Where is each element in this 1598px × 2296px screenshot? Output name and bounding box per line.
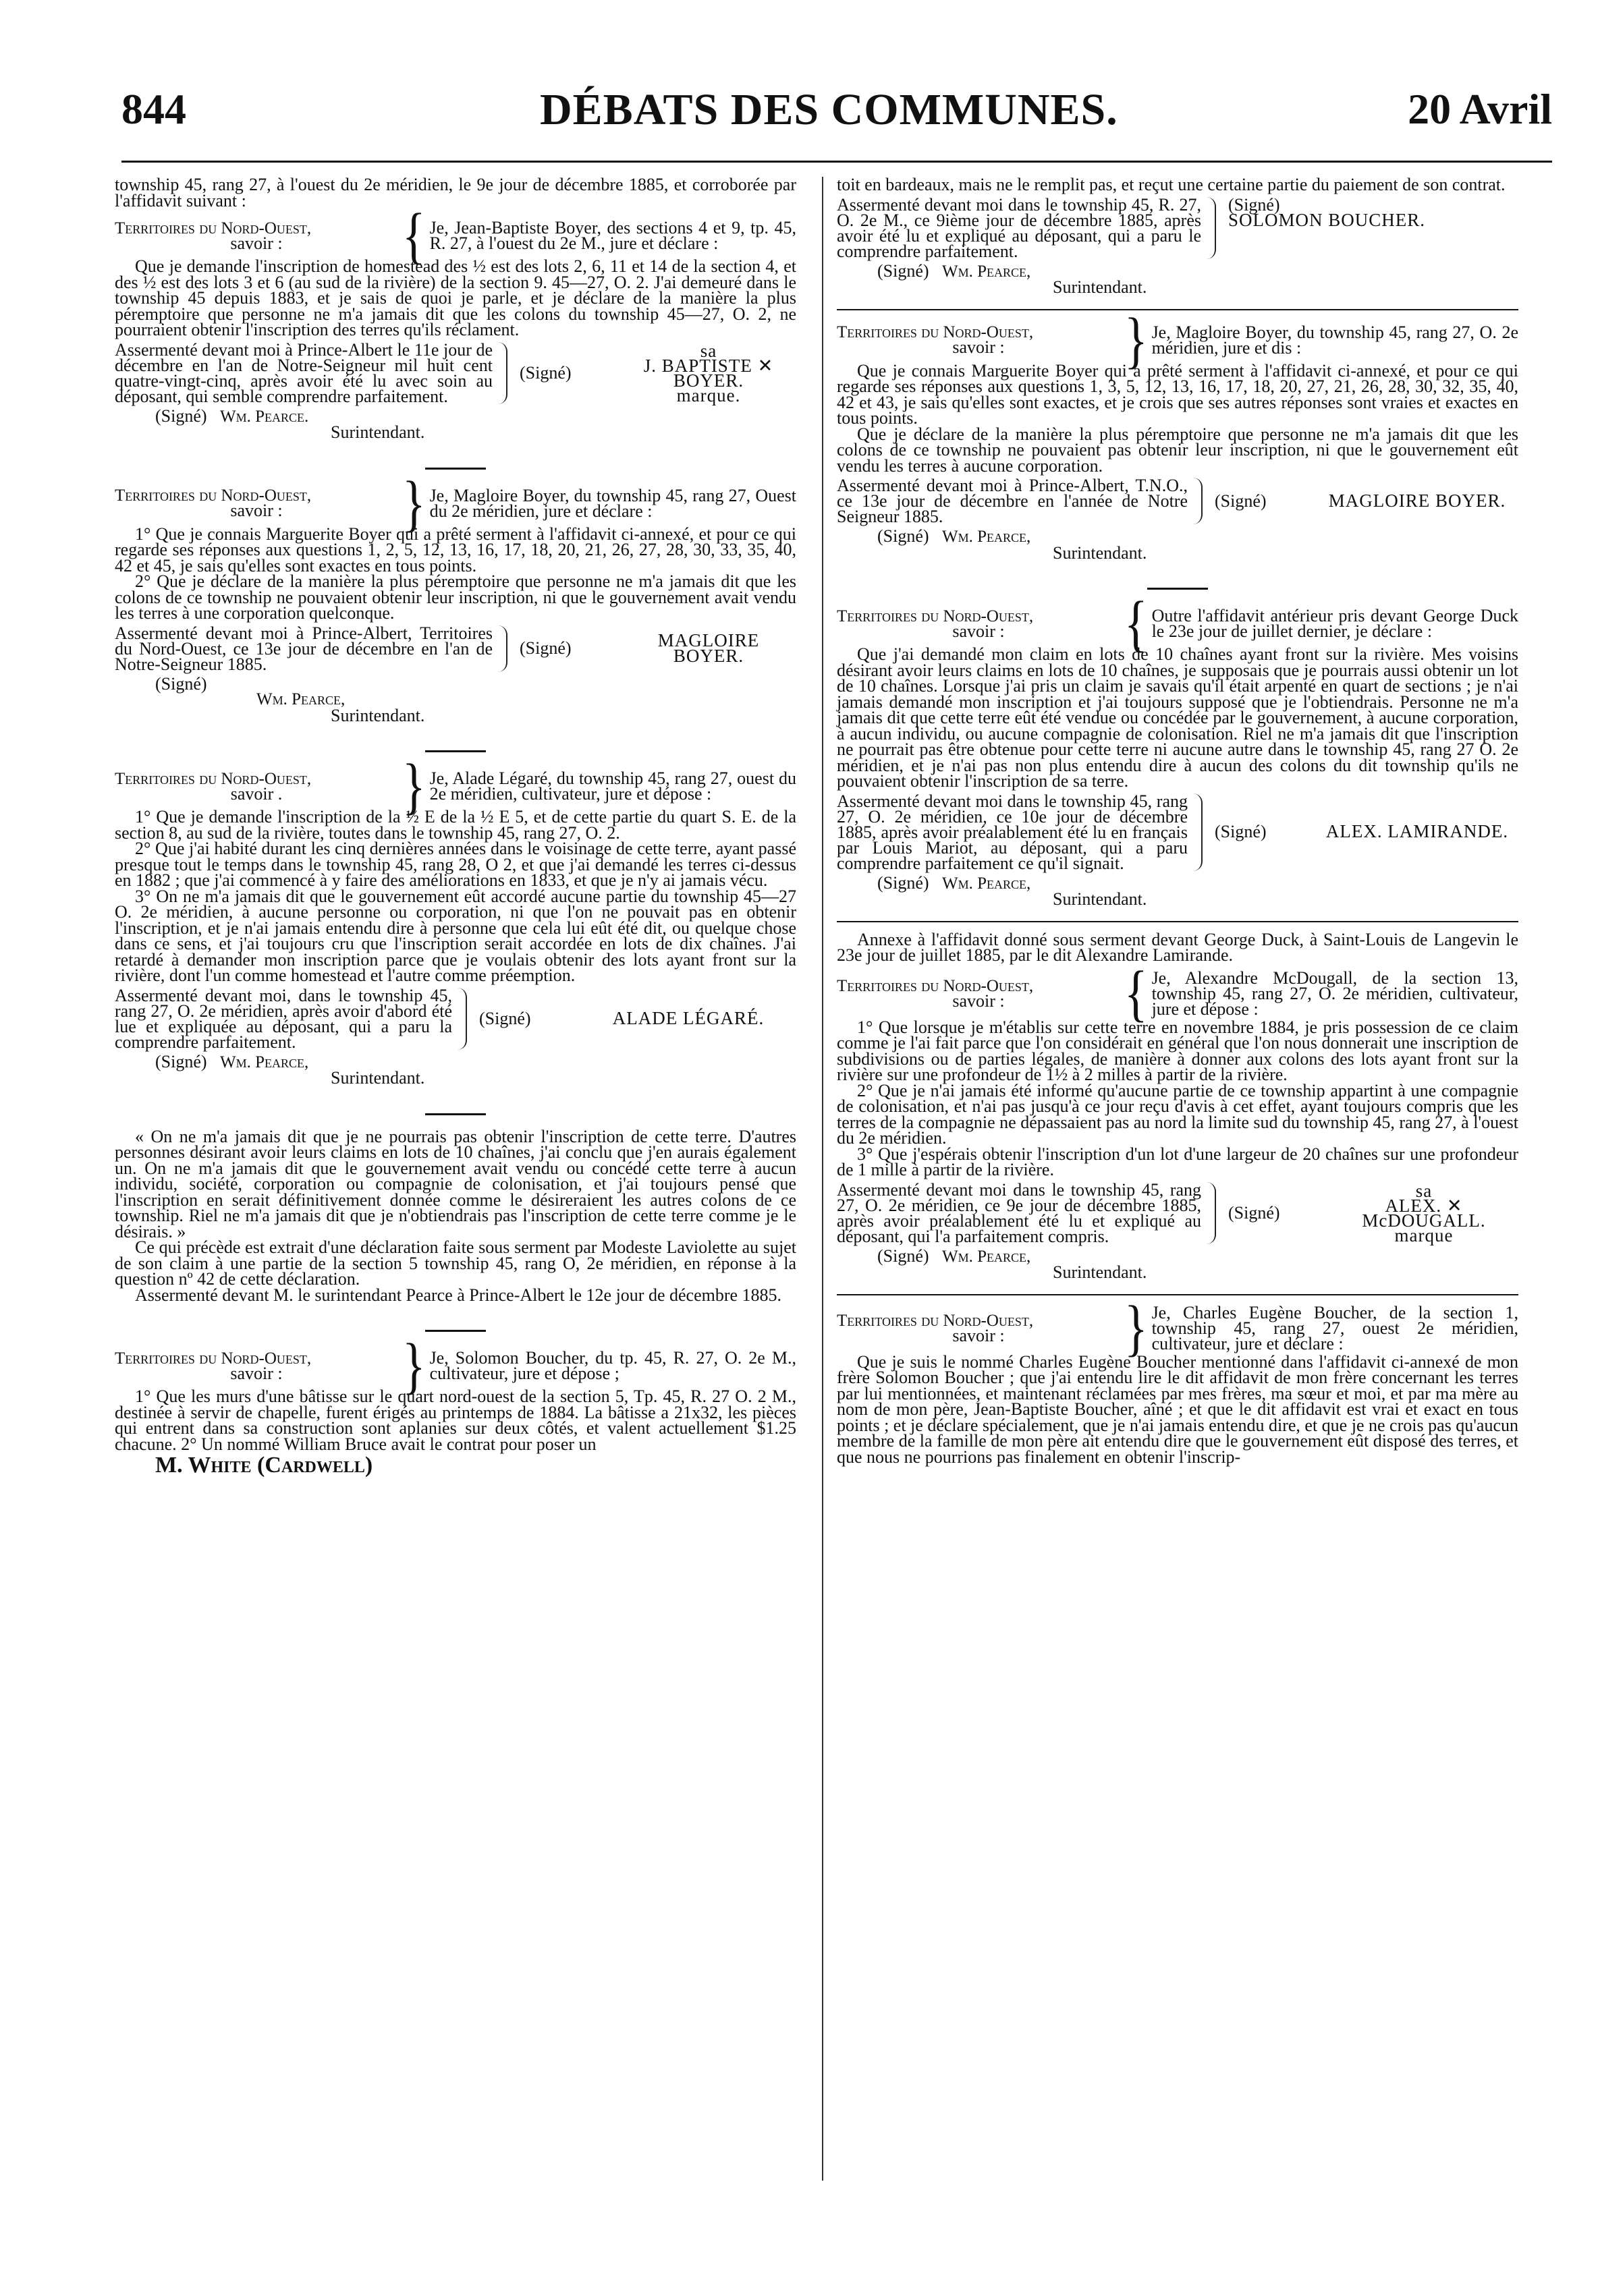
paragraph: 3° Que j'espérais obtenir l'inscription d'un lot d'une largeur de 20 chaînes sur une profondeur de 1 mille à partir de la rivière. xyxy=(837,1144,1518,1179)
signatory-name: MAGLOIRE BOYER. xyxy=(657,629,760,666)
left-column: township 45, rang 27, à l'ouest du 2e méridien, le 9e jour de décembre 1885, et corroborée par l'affidavit suivant : Territoires du Nord-Ouest, savoir : { Je, Jean-Baptiste Boyer, des sections 4 et 9, tp. 45, R. 27, à l'ouest du 2e M., jure et déclare : Que je demande l'inscription de homestead des ½ est des lots 2, 6, 11 et 14 de la section 4, et des ½ est des lots 3 et 6 (au sud de la rivière) de la section 9. 45—27, O. 2. J'ai demeuré dans le township 45 depuis 1883, et je sais de quoi je parle, et je déclare de la manière la plus péremptoire que personne ne m'a jamais dit que les colons du township 45—27, O. 2, ne pourraient obtenir l'inscription des terres qu'ils réclament. Assermenté devant moi à Prince-Albert le 11e jour de décembre en l'an de Notre-Seigneur mil huit cent quatre-vingt-cinq, après avoir été lu avec soin au déposant, qui semble comprendre parfaitement. (Signé) sa J. BAPTISTE ✕ BOYER. marque. (Signé) Wm. Pearce. Surintendant. Territoires du Nord-Ouest, savoir : } Je, Magloire Boyer, du township 45, rang 27, Ouest du 2e méridien, jure et déclare : 1° Que je connais Marguerite Boyer qui a prêté serment à l'affidavit ci-annexé, et pour ce qui regarde ses réponses aux questions 1, 2, 5, 12, 13, 16, 17, 18, 20, 21, 26, 27, 28, 30, 33, 35, 40, 42 et 45, je sais qu'elles sont exactes en tous points. 2° Que je déclare de la manière la plus péremptoire que personne ne m'a jamais dit que les colons de ce township ne pouvaient obtenir leur inscription, ni que le gouvernement avait vendu les terres à une corporation quelconque. Assermenté devant moi à Prince-Albert, Territoires du Nord-Ouest, ce 13e jour de décembre en l'an de Notre-Seigneur 1885. (Signé) MAGLOIRE BOYER. (Signé) Wm. Pearce, Surintendant. Territoires du Nord-Ouest, savoir . } Je, Alade Légaré, du township 45, rang 27, ouest du 2e méridien, cultivateur, jure et dépose : 1° Que je demande l'inscription de la ½ E de la ½ E 5, et de cette partie du quart S. E. de la section 8, au sud de la rivière, toutes dans le township 45, rang 27, O. 2. 2° Que j'ai habité durant les cinq dernières années dans le voisinage de cette terre, ayant passé presque tout le temps dans le township 45, rang 28, O 2, et que j'ai demandé les terres ci-dessus en 1882 ; que j'ai commencé à y faire des améliorations en 1833, et que je n'y ai jamais vécu. 3° On ne m'a jamais dit que le gouvernement eût accordé aucune partie du township 45—27 O. 2e méridien, à aucune personne ou corporation, ni que l'on ne pouvait pas en obtenir l'inscription, et je n'ai jamais entendu dire à personne que cela lui eût été dit, ou quelque chose dans ce sens, et j'ai toujours cru que l'inscription serait accordée en lots de dix chaînes. J'ai retardé à demander mon inscription parce que je voulais obtenir des lots ayant front sur la rivière, dont l'un comme homestead et l'autre comme préemption. Assermenté devant moi, dans le township 45, rang 27, O. 2e méridien, après avoir d'abord été lue et expliquée au déposant, qui a paru la comprendre parfaitement. (Signé) ALADE LÉGARÉ. (Signé) Wm. Pearce, Surintendant. « On ne m'a jamais dit que je ne pourrais pas obtenir l'inscription de cette terre. D'autres personnes désirant avoir leurs claims en lots de 10 chaînes, j'ai conclu que j'en aurais également un. On ne m'a jamais dit que le gouvernement avait vendu ou concédé cette terre à aucun individu, société, corporation ou compagnie de colonisation, et j'ai toujours pensé que l'inscription en serait définitivement donnée comme le désireraient les autres colons de ce township. Riel ne m'a jamais dit que je n'obtiendrais pas l'inscription de cette terre comme je le désirais. » Ce qui précède est extrait d'une déclaration faite sous serment par Modeste Laviolette au sujet de son claim à une partie de la section 5 township 45, rang O, 2e méridien, en réponse à la question nº 42 de cette déclaration. Assermenté devant M. le surintendant Pearce à Prince-Albert le 12e jour de décembre 1885. Territoires du Nord-Ouest, savoir : } Je, Solomon Boucher, du tp. 45, R. 27, O. 2e M., cultivateur, jure et dépose ; 1° Que les murs d'une bâtisse sur le quart nord-ouest de la section 5, Tp. 45, R. 27 O. 2 M., destinée à servir de chapelle, furent érigés au printemps de 1884. La bâtisse a 21x32, les pièces qui entrent dans sa construction sont aplanies sur deux côtés, et valent actuellement $1.25 chacune. 2° Un nommé William Bruce avait le contrat pour poser un M. White (Cardwell) xyxy=(115,175,796,1478)
commissioner-name: Wm. Pearce, xyxy=(256,690,346,708)
right-column: toit en bardeaux, mais ne le remplit pas, et reçut une certaine partie du paiement de son contrat. Assermenté devant moi dans le township 45, R. 27, O. 2e M., ce 9ième jour de décembre 1885, après avoir été lu et expliqué au déposant, qui a paru le comprendre parfaitement. (Signé) SOLOMON BOUCHER. (Signé) Wm. Pearce, Surintendant. Territoires du Nord-Ouest, savoir : } Je, Magloire Boyer, du township 45, rang 27, O. 2e méridien, jure et dis : Que je connais Marguerite Boyer qui a prêté serment à l'affidavit ci-annexé, et pour ce qui regarde ses réponses aux questions 1, 3, 5, 12, 13, 16, 17, 18, 20, 27, 21, 26, 28, 30, 32, 35, 40, 42 et 43, je sais qu'elles sont exactes, et je crois que ses autres réponses sont vraies et exactes en tous points. Que je déclare de la manière la plus péremptoire que personne ne m'a jamais dit que les colons de ce township ne pouvaient pas obtenir leur inscription, ni que le gouvernement eût vendu les terres à aucune corporation. Assermenté devant moi à Prince-Albert, T.N.O., ce 13e jour de décembre en l'année de Notre Seigneur 1885. (Signé) MAGLOIRE BOYER. (Signé) Wm. Pearce, Surintendant. Territoires du Nord-Ouest, savoir : { Outre l'affidavit antérieur pris devant George Duck le 23e jour de juillet dernier, je déclare : Que j'ai demandé mon claim en lots de 10 chaînes ayant front sur la rivière. Mes voisins désirant avoir leurs claims en lots de 10 chaînes, je supposais que je pourrais aussi obtenir un lot de 10 chaînes. Lorsque j'ai pris un claim je savais qu'il était arpenté en quart de sections ; je n'ai jamais demandé mon inscription et j'ai toujours supposé que je l'obtiendrais. Personne ne m'a jamais dit que cette terre eût été vendue ou concédée par le gouvernement, à aucune corporation, à aucun individu, ou aucune compagnie de colonisation. Riel ne m'a jamais dit que l'inscription ne pourrait pas être obtenue pour cette terre ni aucune autre dans le township 45, rang 27 O. 2e méridien, et je n'ai pas non plus entendu dire à aucun des colons du dit township qu'ils ne pouvaient obtenir l'inscription de sa terre. Assermenté devant moi dans le township 45, rang 27, O. 2e méridien, ce 10e jour de décembre 1885, après avoir préalablement été lu en français par Louis Mariot, au déposant, qui a paru comprendre parfaitement ce qu'il signait. (Signé) ALEX. LAMIRANDE. (Signé) Wm. Pearce, Surintendant. Annexe à l'affidavit donné sous serment devant George Duck, à Saint-Louis de Langevin le 23e jour de juillet 1885, par le dit Alexandre Lamirande. Territoires du Nord-Ouest, savoir : { Je, Alexandre McDougall, de la section 13, township 45, rang 27, O. 2e méridien, cultivateur, jure et dépose : 1° Que lorsque je m'établis sur cette terre en novembre 1884, je pris possession de ce claim comme je l'ai fait parce que l'on considérait en général que l'on nous donnerait une inscription de subdivisions ou de parties légales, de manière à donner aux colons des lots ayant front sur la rivière sur une profondeur de 1½ à 2 milles à partir de la rivière. 2° Que je n'ai jamais été informé qu'aucune partie de ce township appartint à une compagnie de colonisation, et n'ai pas jusqu'à ce jour reçu d'avis à cet effet, ayant toujours compris que les terres de la compagnie ne dépassaient pas au nord la limite sud du township 45, rang 27, à l'ouest du 2e méridien. 3° Que j'espérais obtenir l'inscription d'un lot d'une largeur de 20 chaînes sur une profondeur de 1 mille à partir de la rivière. Assermenté devant moi dans le township 45, rang 27, O. 2e méridien, ce 9e jour de décembre 1885, après avoir préalablement été lu et expliqué au déposant, qui l'a parfaitement compris. (Signé) sa ALEX. ✕ McDOUGALL. marque (Signé) Wm. Pearce, Surintendant. Territoires du Nord-Ouest, savoir : } Je, Charles Eugène Boucher, de la section 1, township 45, rang 27, ouest 2e méridien, cultivateur, jure et déclare : Que je suis le nommé Charles Eugène Boucher mentionné dans l'affidavit ci-annexé de mon frère Solomon Boucher ; que j'ai entendu lire le dit affidavit de mon frère concernant les terres par lui mentionnées, et maintenant réclamées par mes frères, ma sœur et moi, et par ma mère au nom de mon père, Jean-Baptiste Boucher, aîné ; et que le dit affidavit est vrai et exact en tous points ; et je déclare spécialement, que je n'ai jamais entendu dire, et que je ne crois pas qu'aucun membre de la famille de mon père ait entendu dire que le gouvernement eût disposé des terres, et que nous ne pourrions pas finalement en obtenir l'inscrip- xyxy=(837,175,1518,1467)
signature-block: Assermenté devant moi à Prince-Albert, T.N.O., ce 13e jour de décembre en l'année de Notre Seigneur 1885. (Signé) MAGLOIRE BOYER. xyxy=(837,478,1518,524)
signatory-name: sa J. BAPTISTE ✕ BOYER. marque. xyxy=(643,340,774,405)
paragraph: 1° Que lorsque je m'établis sur cette terre en novembre 1884, je pris possession de ce claim comme je l'ai fait parce que l'on considérait en général que l'on nous donnerait une inscription de subdivisions ou de parties légales, de manière à donner aux colons des lots ayant front sur la rivière sur une profondeur de 1½ à 2 milles à partir de la rivière. xyxy=(837,1017,1518,1084)
page-title: DÉBATS DES COMMUNES. xyxy=(540,85,1118,134)
signatory-name: sa ALEX. ✕ McDOUGALL. marque xyxy=(1362,1180,1486,1245)
paragraph: Que je suis le nommé Charles Eugène Boucher mentionné dans l'affidavit ci-annexé de mon frère Solomon Boucher ; que j'ai entendu lire le dit affidavit de mon frère concernant les terres par lui mentionnées, et maintenant réclamées par mes frères, ma sœur et moi, et par ma mère au nom de mon père, Jean-Baptiste Boucher, aîné ; et que le dit affidavit est vrai et exact en tous points ; et je déclare spécialement, que je n'ai jamais entendu dire, et que je ne crois pas qu'aucun membre de la famille de mon père ait entendu dire que le gouvernement eût disposé des terres, et que nous ne pourrions pas finalement en obtenir l'inscrip- xyxy=(837,1351,1518,1467)
running-head xyxy=(121,84,1552,145)
paragraph: township 45, rang 27, à l'ouest du 2e méridien, le 9e jour de décembre 1885, et corroborée par l'affidavit suivant : xyxy=(115,175,796,211)
commissioner-name: Wm. Pearce, xyxy=(942,1247,1031,1266)
jurisdiction-block: Territoires du Nord-Ouest, savoir : } Je, Magloire Boyer, du township 45, rang 27, Ouest du 2e méridien, jure et déclare : xyxy=(115,468,796,538)
deponent-statement: Je, Alade Légaré, du township 45, rang 27, ouest du 2e méridien, cultivateur, jure et dépose : xyxy=(429,768,796,804)
paragraph: Que je déclare de la manière la plus péremptoire que personne ne m'a jamais dit que les colons de ce township ne pouvaient pas obtenir leur inscription, ni que le gouvernement eût vendu les terres à aucune corporation. xyxy=(837,424,1518,476)
header-rule xyxy=(121,161,1552,163)
jurisdiction-block xyxy=(115,200,796,271)
signature-block: Assermenté devant moi dans le township 45, rang 27, O. 2e méridien, ce 10e jour de décembre 1885, après avoir préalablement été lu en français par Louis Mariot, au déposant, qui a paru comprendre parfaitement ce qu'il signait. (Signé) ALEX. LAMIRANDE. xyxy=(837,793,1518,871)
paragraph: Ce qui précède est extrait d'une déclaration faite sous serment par Modeste Laviolette au sujet de son claim à une partie de la section 5 township 45, rang O, 2e méridien, en réponse à la question nº 42 de cette déclaration. xyxy=(115,1237,796,1289)
signature-block: Assermenté devant moi à Prince-Albert le 11e jour de décembre en l'an de Notre-Seigneur mil huit cent quatre-vingt-cinq, après avoir été lu avec soin au déposant, qui semble comprendre parfaitement. (Signé) sa J. BAPTISTE ✕ BOYER. marque. xyxy=(115,342,796,404)
section-rule xyxy=(425,1330,486,1332)
paragraph: 2° Que je n'ai jamais été informé qu'aucune partie de ce township appartint à une compagnie de colonisation, et n'ai pas jusqu'à ce jour reçu d'avis à cet effet, ayant toujours compris que les terres de la compagnie ne dépassaient pas au nord la limite sud du township 45, rang 27, à l'ouest du 2e méridien. xyxy=(837,1080,1518,1148)
deponent-statement: Je, Magloire Boyer, du township 45, rang 27, Ouest du 2e méridien, jure et déclare : xyxy=(429,485,796,521)
section-rule xyxy=(425,468,486,470)
signatory-name: MAGLOIRE BOYER. xyxy=(1328,490,1506,511)
column-divider xyxy=(822,177,823,2181)
commissioner-name: Wm. Pearce, xyxy=(942,528,1031,546)
commissioner-name: Wm. Pearce, xyxy=(942,262,1031,281)
signatory-name: ALADE LÉGARÉ. xyxy=(612,1007,765,1028)
paragraph: 2° Que j'ai habité durant les cinq dernières années dans le voisinage de cette terre, ayant passé presque tout le temps dans le township 45, rang 28, O 2, et que j'ai demandé les terres ci-dessus en 1882 ; que j'ai commencé à y faire des améliorations en 1833, et que je n'y ai jamais vécu. xyxy=(115,839,796,890)
jurisdiction-block: Territoires du Nord-Ouest, savoir . } Je, Alade Légaré, du township 45, rang 27, ouest du 2e méridien, cultivateur, jure et dépose : xyxy=(115,751,796,821)
section-rule xyxy=(1147,588,1208,590)
commissioner-name: Wm. Pearce. xyxy=(220,407,309,426)
deponent-statement: Je, Alexandre McDougall, de la section 13, township 45, rang 27, O. 2e méridien, cultivateur, jure et dépose : xyxy=(1151,968,1518,1019)
brace: { xyxy=(402,200,426,271)
deponent-statement: Je, Solomon Boucher, du tp. 45, R. 27, O. 2e M., cultivateur, jure et dépose ; xyxy=(429,1348,796,1383)
jurisdiction-block: Territoires du Nord-Ouest, savoir : { Outre l'affidavit antérieur pris devant George Duck le 23e jour de juillet dernier, je déclare : xyxy=(837,588,1518,659)
jurisdiction-block: Territoires du Nord-Ouest, savoir : } Je, Solomon Boucher, du tp. 45, R. 27, O. 2e M., cultivateur, jure et dépose ; xyxy=(115,1331,796,1401)
paragraph: Annexe à l'affidavit donné sous serment devant George Duck, à Saint-Louis de Langevin le 23e jour de juillet 1885, par le dit Alexandre Lamirande. xyxy=(837,929,1518,965)
quoted-paragraph: « On ne m'a jamais dit que je ne pourrais pas obtenir l'inscription de cette terre. D'autres personnes désirant avoir leurs claims en lots de 10 chaînes, j'ai conclu que j'en aurais également un. On ne m'a jamais dit que le gouvernement avait vendu ou concédé cette terre à aucun individu, société, corporation ou compagnie de colonisation, et j'ai toujours pensé que l'inscription en serait définitivement donnée comme le désireraient les autres colons de ce township. Riel ne m'a jamais dit que je n'obtiendrais pas l'inscription de cette terre comme je le désirais. » xyxy=(115,1126,796,1241)
page-date: 20 Avril xyxy=(1408,85,1552,133)
speaker-footer: M. White (Cardwell) xyxy=(155,1453,373,1478)
paragraph: Que je demande l'inscription de homestead des ½ est des lots 2, 6, 11 et 14 de la section 4, et des ½ est des lots 3 et 6 (au sud de la rivière) de la section 9. 45—27, O. 2. J'ai demeuré dans le township 45 depuis 1883, et je sais de quoi je parle, et je déclare de la manière la plus péremptoire que personne ne m'a jamais dit que les colons du township 45—27, O. 2, ne pourraient obtenir l'inscription des terres qu'ils réclament. xyxy=(115,256,796,339)
deponent-statement: Je, Charles Eugène Boucher, de la section 1, township 45, rang 27, ouest 2e méridien, cultivateur, jure et déclare : xyxy=(1151,1302,1518,1353)
section-rule xyxy=(425,1113,486,1115)
deponent-statement: Outre l'affidavit antérieur pris devant George Duck le 23e jour de juillet dernier, je déclare : xyxy=(1151,606,1518,641)
signature-block: Assermenté devant moi à Prince-Albert, Territoires du Nord-Ouest, ce 13e jour de décembre en l'an de Notre-Seigneur 1885. (Signé) MAGLOIRE BOYER. xyxy=(115,625,796,672)
section-rule xyxy=(425,750,486,752)
page-number: 844 xyxy=(121,85,186,133)
oath-text: Assermenté devant moi à Prince-Albert le 11e jour de décembre en l'an de Notre-Seigneur mil huit cent quatre-vingt-cinq, après avoir été lu avec soin au déposant, qui semble comprendre parfaitement. xyxy=(115,339,493,406)
jurisdiction-block: Territoires du Nord-Ouest, savoir : } Je, Magloire Boyer, du township 45, rang 27, O. 2e méridien, jure et dis : xyxy=(837,304,1518,375)
paragraph: 1° Que les murs d'une bâtisse sur le quart nord-ouest de la section 5, Tp. 45, R. 27 O. 2 M., destinée à servir de chapelle, furent érigés au printemps de 1884. La bâtisse a 21x32, les pièces qui entrent dans sa construction sont aplanies sur deux côtés, et valent actuellement $1.25 chacune. 2° Un nommé William Bruce avait le contrat pour poser un xyxy=(115,1387,796,1454)
paragraph: Que j'ai demandé mon claim en lots de 10 chaînes ayant front sur la rivière. Mes voisins désirant avoir leurs claims en lots de 10 chaînes, je supposais que je pourrais aussi obtenir un lot de 10 chaînes. Lorsque j'ai pris un claim je savais qu'il était arpenté en quart de sections ; je n'ai jamais demandé mon inscription et j'ai toujours supposé que je l'obtiendrais. Personne ne m'a jamais dit que cette terre eût été vendue ou concédée par le gouvernement, à aucune corporation, à aucun individu, ou aucune compagnie de colonisation. Riel ne m'a jamais dit que l'inscription ne pourrait pas être obtenue pour cette terre ni aucune autre dans le township 45, rang 27 O. 2e méridien, et je n'ai pas non plus entendu dire à aucun des colons du dit township qu'ils ne pouvaient obtenir l'inscription de sa terre. xyxy=(837,644,1518,791)
commissioner-name: Wm. Pearce, xyxy=(220,1053,309,1071)
paragraph: 2° Que je déclare de la manière la plus péremptoire que personne ne m'a jamais dit que les colons de ce township ne pouvaient obtenir leur inscription, ni que le gouvernement avait vendu les terres à une corporation quelconque. xyxy=(115,571,796,623)
section-rule xyxy=(837,1294,1518,1295)
jurisdiction-block: Territoires du Nord-Ouest, savoir : } Je, Charles Eugène Boucher, de la section 1, township 45, rang 27, ouest 2e méridien, cultivateur, jure et déclare : xyxy=(837,1293,1518,1363)
paragraph: 3° On ne m'a jamais dit que le gouvernement eût accordé aucune partie du township 45—27 O. 2e méridien, à aucune personne ou corporation, ni que l'on ne pouvait pas en obtenir l'inscription, et je n'ai jamais entendu dire à personne que cela lui eût été dit, ou quelque chose dans ce sens, et j'ai toujours cru que l'inscription serait accordée en lots de dix chaînes. J'ai retardé à demander mon inscription parce que je voulais obtenir des lots ayant front sur la rivière, dont l'un comme homestead et l'autre comme préemption. xyxy=(115,886,796,985)
brace xyxy=(493,342,507,404)
paragraph: 1° Que je connais Marguerite Boyer qui a prêté serment à l'affidavit ci-annexé, et pour ce qui regarde ses réponses aux questions 1, 2, 5, 12, 13, 16, 17, 18, 20, 21, 26, 27, 28, 30, 33, 35, 40, 42 et 45, je sais qu'elles sont exactes en tous points. xyxy=(115,524,796,576)
paragraph: Assermenté devant M. le surintendant Pearce à Prince-Albert le 12e jour de décembre 1885. xyxy=(135,1285,782,1305)
signatory-name: ALEX. LAMIRANDE. xyxy=(1325,821,1509,842)
paragraph: Que je connais Marguerite Boyer qui a prêté serment à l'affidavit ci-annexé, et pour ce qui regarde ses réponses aux questions 1, 3, 5, 12, 13, 16, 17, 18, 20, 27, 21, 26, 28, 30, 32, 35, 40, 42 et 43, je sais qu'elles sont exactes, et je crois que ses autres réponses sont vraies et exactes en tous points. xyxy=(837,360,1518,428)
signature-block: Assermenté devant moi, dans le township 45, rang 27, O. 2e méridien, après avoir d'abord été lue et expliquée au déposant, qui a paru la comprendre parfaitement. (Signé) ALADE LÉGARÉ. xyxy=(115,988,796,1050)
jurisdiction-block: Territoires du Nord-Ouest, savoir : { Je, Alexandre McDougall, de la section 13, township 45, rang 27, O. 2e méridien, cultivateur, jure et dépose : xyxy=(837,958,1518,1028)
paragraph: 1° Que je demande l'inscription de la ½ E de la ½ E 5, et de cette partie du quart S. E. de la section 8, au sud de la rivière, toutes dans le township 45, rang 27, O. 2. xyxy=(115,807,796,843)
deponent-statement: Je, Magloire Boyer, du township 45, rang 27, O. 2e méridien, jure et dis : xyxy=(1151,322,1518,358)
signature-block: Assermenté devant moi dans le township 45, R. 27, O. 2e M., ce 9ième jour de décembre 1885, après avoir été lu et expliqué au déposant, qui a paru le comprendre parfaitement. (Signé) SOLOMON BOUCHER. xyxy=(837,194,1426,261)
commissioner-name: Wm. Pearce, xyxy=(942,874,1031,893)
deponent-statement: Je, Jean-Baptiste Boyer, des sections 4 et 9, tp. 45, R. 27, à l'ouest du 2e M., jure et déclare : xyxy=(429,218,796,253)
jurisdiction-label: Territoires du Nord-Ouest, savoir : xyxy=(115,219,312,253)
section-rule xyxy=(837,309,1518,310)
signatory-name: SOLOMON BOUCHER. xyxy=(1228,210,1426,230)
section-rule xyxy=(837,921,1518,922)
signature-block: Assermenté devant moi dans le township 45, rang 27, O. 2e méridien, ce 9e jour de décembre 1885, après avoir préalablement été lu et expliqué au déposant, qui l'a parfaitement compris. (Signé) sa ALEX. ✕ McDOUGALL. marque xyxy=(837,1182,1518,1244)
paragraph: toit en bardeaux, mais ne le remplit pas, et reçut une certaine partie du paiement de son contrat. xyxy=(837,175,1506,194)
